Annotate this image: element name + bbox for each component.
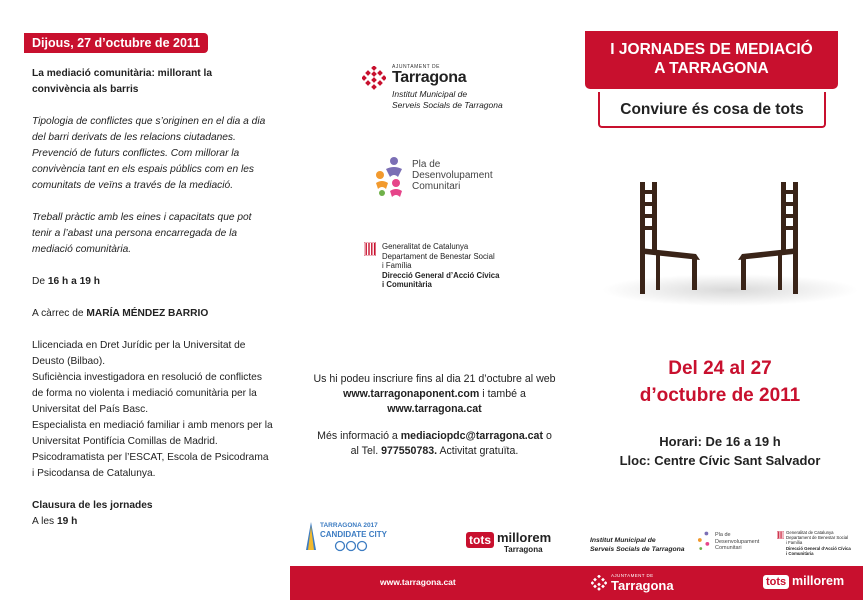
pla-line1: Pla de	[412, 159, 441, 170]
session-time-value: 16 h a 19 h	[47, 276, 100, 287]
event-dates	[577, 355, 863, 409]
candidate-line1: TARRAGONA 2017	[320, 522, 378, 529]
gen-small-logo	[777, 530, 861, 560]
pla-small-line2: Desenvolupament	[715, 538, 760, 545]
pla-small-line1: Pla de	[715, 532, 731, 538]
closing-title: Clausura de les jornades	[32, 500, 153, 511]
gen-small-line4: Direcció General d’Acció Cívica	[786, 545, 851, 551]
gen-small-line5: i Comunitària	[786, 550, 814, 556]
footer-tarragona-mark-icon	[591, 575, 607, 591]
left-panel	[0, 0, 290, 600]
event-dates-line2: d’octubre de 2011	[639, 385, 801, 406]
ims-small-logo	[590, 536, 690, 554]
event-horari: Horari: De 16 a 19 h	[659, 434, 781, 449]
generalitat-flag-icon	[364, 242, 376, 256]
gen-line4: Direcció General d’Acció Cívica	[382, 270, 500, 280]
olympic-rings-icon	[334, 540, 368, 552]
bio-line: Llicenciada en Dret Jurídic per la Universitat de Deusto (Bilbao).	[32, 340, 246, 367]
closing-prefix: A les	[32, 516, 55, 527]
gen-line5: i Comunitària	[382, 280, 432, 289]
tots-millorem-logo	[466, 530, 576, 560]
gen-small-line3: i Família	[786, 540, 803, 546]
candidate-city-logo	[304, 520, 394, 556]
registration-text-a: Us hi podeu inscriure fins al dia 21 d’octubre al web	[313, 373, 556, 385]
event-title	[585, 31, 838, 89]
session-title: La mediació comunitària: millorant la convivència als barris	[32, 68, 213, 95]
tarragona-logo	[362, 64, 542, 114]
footer-millorem-word: millorem	[792, 574, 845, 588]
registration-info	[312, 372, 557, 471]
candidate-city-icon	[304, 522, 318, 550]
pla-line3: Comunitari	[412, 181, 461, 192]
speaker-name: MARÍA MÉNDEZ BARRIO	[86, 308, 209, 319]
contact-text	[312, 429, 557, 459]
ims-small-line1: Institut Municipal de	[590, 537, 656, 544]
gen-line2: Departament de Benestar Social	[382, 251, 495, 261]
tarragona-logo-word: Tarragona	[392, 69, 467, 86]
event-subtitle: Conviure és cosa de tots	[598, 92, 826, 128]
footer-bar-middle	[290, 566, 577, 600]
contact-email-link[interactable]: mediaciopdc@tarragona.cat	[400, 430, 543, 442]
gen-small-line1: Generalitat de Catalunya	[786, 530, 834, 535]
middle-panel	[290, 0, 577, 600]
contact-phone: 977550783.	[381, 445, 438, 457]
millorem-sub: Tarragona	[504, 545, 543, 554]
event-title-line1: I JORNADES DE MEDIACIÓ	[610, 41, 813, 58]
footer-tots-badge: tots	[763, 575, 789, 589]
session-practice: Treball pràctic amb les eines i capacitats que pot tenir a l’abast una persona encarregada de la mediació comunitària.	[32, 212, 252, 255]
pla-logo	[374, 155, 534, 205]
tarragona-cat-link[interactable]: www.tarragona.cat	[387, 403, 482, 415]
closing-time: 19 h	[56, 516, 78, 527]
speaker-prefix: A càrrec de	[32, 308, 84, 319]
gen-line1: Generalitat de Catalunya	[382, 242, 469, 251]
pla-people-icon	[374, 155, 408, 199]
session-time-prefix: De	[32, 276, 46, 287]
tarragona-mark-icon	[362, 66, 386, 90]
pla-small-logo	[697, 530, 775, 556]
event-lloc: Lloc: Centre Cívic Sant Salvador	[619, 453, 821, 468]
gen-small-line2: Departament de Benestar Social	[786, 535, 849, 541]
contact-text-a: Més informació a	[317, 430, 398, 442]
session-time	[32, 274, 273, 290]
event-title-line2: A TARRAGONA	[654, 60, 769, 77]
gen-small-flag-icon	[777, 531, 784, 539]
gen-line3: i Família	[382, 261, 412, 270]
pla-line2: Desenvolupament	[412, 170, 493, 181]
contact-text-b: o al Tel.	[350, 430, 552, 457]
speaker	[32, 306, 273, 322]
bio-line: Psicodramatista per l’ESCAT, Escola de Psicodrama i Psicodansa de Catalunya.	[32, 452, 269, 479]
registration-text-b: i també a	[482, 388, 526, 400]
speaker-bio	[32, 338, 273, 482]
chairs-illustration	[600, 150, 860, 310]
footer-url-link[interactable]: www.tarragona.cat	[380, 577, 456, 587]
tarragona-logo-small: AJUNTAMENT DE	[392, 64, 440, 70]
date-badge: Dijous, 27 d’octubre de 2011	[24, 33, 208, 53]
event-schedule	[577, 432, 863, 470]
pla-small-line3: Comunitari	[715, 545, 742, 551]
registration-text	[312, 372, 557, 417]
ims-small-line2: Serveis Socials de Tarragona	[590, 546, 685, 553]
bio-line: Especialista en mediació familiar i amb menors per la Universitat Pontifícia Comillas de Madrid.	[32, 420, 273, 447]
contact-text-c: Activitat gratuïta.	[439, 445, 519, 457]
footer-tarragona-word: Tarragona	[611, 578, 674, 593]
footer-bar-right	[577, 566, 863, 600]
footer-tarragona-small: AJUNTAMENT DE	[611, 573, 654, 578]
session-description: Tipologia de conflictes que s’originen en el dia a dia del barri derivats de les relacions ciutadanes. Prevenció de futurs conflictes. Com millorar la convivència tant en els espais públics com en les comunitats de veïns a través de la mediació.	[32, 116, 266, 191]
candidate-line2: CANDIDATE CITY	[320, 530, 387, 539]
closing	[32, 498, 273, 530]
bio-line: Suficiència investigadora en resolució de conflictes de forma no violenta i mediació comunitària per la Universitat del País Basc.	[32, 372, 262, 415]
tarragonaponent-link[interactable]: www.tarragonaponent.com	[343, 388, 480, 400]
ims-line2: Serveis Socials de Tarragona	[392, 100, 503, 110]
generalitat-logo	[364, 240, 544, 292]
millorem-word: millorem	[497, 530, 552, 545]
ims-line1: Institut Municipal de	[392, 89, 468, 99]
pla-small-icon	[697, 530, 713, 552]
tots-badge: tots	[466, 532, 494, 548]
session-details	[32, 66, 273, 546]
event-dates-line1: Del 24 al 27	[668, 358, 772, 379]
